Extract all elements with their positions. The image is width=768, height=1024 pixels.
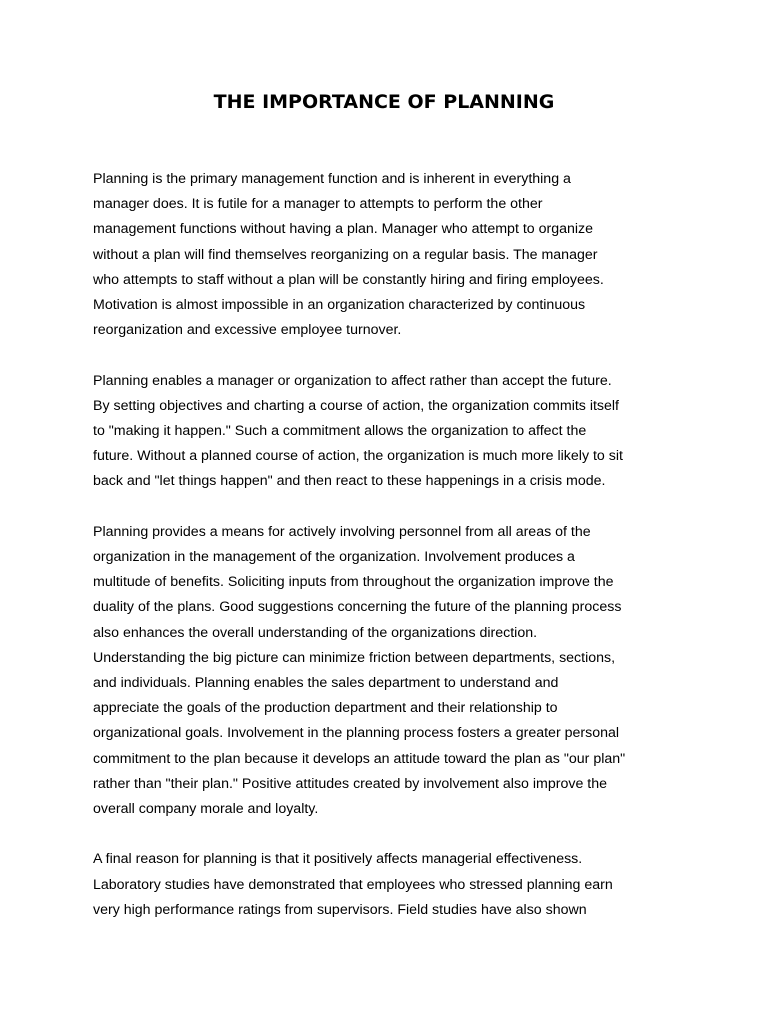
paragraph-4 [93, 847, 693, 923]
document-body [93, 167, 693, 948]
paragraph-1 [93, 167, 693, 343]
text-line: A final reason for planning is that it positively affects managerial effectiveness. [93, 851, 583, 868]
text-line: Understanding the big picture can minimize friction between departments, sections, [93, 649, 616, 666]
text-line: also enhances the overall understanding of the organizations direction. [93, 624, 538, 641]
text-line: Planning is the primary management function and is inherent in everything a [93, 171, 571, 187]
text-line: organizational goals. Involvement in the planning process fosters a greater personal [93, 725, 620, 742]
text-line: organization in the management of the organization. Involvement produces a [93, 549, 575, 566]
paragraph-3 [93, 520, 693, 822]
text-line: Planning provides a means for actively involving personnel from all areas of the [93, 523, 591, 540]
text-line: appreciate the goals of the production department and their relationship to [93, 700, 558, 717]
text-line: duality of the plans. Good suggestions concerning the future of the planning process [93, 599, 622, 616]
text-line: and individuals. Planning enables the sales department to understand and [93, 675, 559, 692]
text-line: rather than "their plan." Positive attitudes created by involvement also improve the [93, 775, 607, 792]
text-line: reorganization and excessive employee turnover. [93, 322, 402, 339]
text-line: By setting objectives and charting a course of action, the organization commits itself [93, 397, 619, 414]
text-line: multitude of benefits. Soliciting inputs from throughout the organization improve the [93, 574, 614, 591]
text-line: management functions without having a plan. Manager who attempt to organize [93, 221, 594, 238]
text-line: Planning enables a manager or organization to affect rather than accept the future. [93, 372, 612, 389]
text-line: who attempts to staff without a plan will be constantly hiring and firing employees. [93, 271, 604, 288]
text-line: Motivation is almost impossible in an organization characterized by continuous [93, 297, 586, 314]
document-title: THE IMPORTANCE OF PLANNING [213, 91, 555, 113]
text-line: without a plan will find themselves reorganizing on a regular basis. The manager [93, 246, 598, 263]
text-line: back and "let things happen" and then react to these happenings in a crisis mode. [93, 473, 606, 490]
text-line: commitment to the plan because it develops an attitude toward the plan as "our plan" [93, 750, 626, 767]
paragraph-2 [93, 369, 693, 495]
text-line: very high performance ratings from supervisors. Field studies have also shown [93, 901, 587, 918]
text-line: to "making it happen." Such a commitment allows the organization to affect the [93, 423, 587, 440]
text-line: future. Without a planned course of action, the organization is much more likely to sit [93, 448, 623, 465]
text-line: manager does. It is futile for a manager to attempts to perform the other [93, 196, 543, 213]
text-line: Laboratory studies have demonstrated that employees who stressed planning earn [93, 876, 613, 893]
text-line: overall company morale and loyalty. [93, 801, 319, 818]
